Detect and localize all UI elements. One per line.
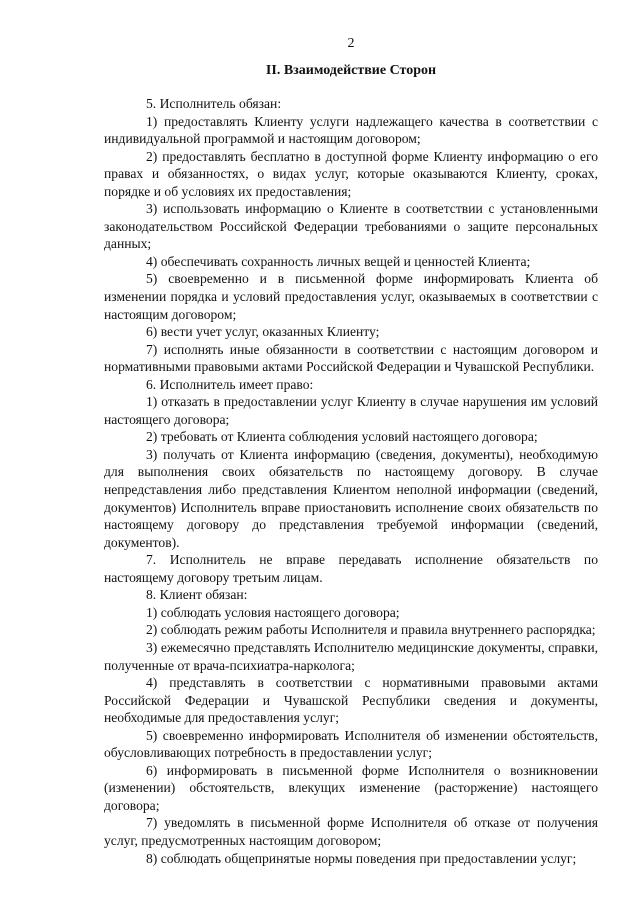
paragraph: 7) исполнять иные обязанности в соответствии с настоящим договором и нормативными правовыми актами Российской Федерации и Чувашской Республики. [104,341,598,375]
paragraph: 3) получать от Клиента информацию (сведения, документы), необходимую для выполнения своих обязательств по настоящему договору. В случае непредставления либо представления Клиентом неполной информации (сведений, документов) Исполнитель вправе приостановить исполнение своих обязательств по настоящему договору до представления требуемой информации (сведений, документов). [104,446,598,550]
paragraph: 1) предоставлять Клиенту услуги надлежащего качества в соответствии с индивидуальной программой и настоящим договором; [104,113,598,147]
section-title: II. Взаимодействие Сторон [265,63,437,78]
paragraph: 2) предоставлять бесплатно в доступной форме Клиенту информацию о его правах и обязанностях, о видах услуг, которые оказываются Клиенту, сроках, порядке и об условиях их предоставления; [104,148,598,199]
paragraph: 5) своевременно информировать Исполнителя об изменении обстоятельств, обусловливающих потребность в предоставлении услуг; [104,727,598,761]
paragraph: 4) обеспечивать сохранность личных вещей и ценностей Клиента; [146,253,531,269]
paragraph: 3) ежемесячно представлять Исполнителю медицинские документы, справки, полученные от врача-психиатра-нарколога; [104,639,598,673]
page-number: 2 [347,36,355,51]
paragraph: 7. Исполнитель не вправе передавать исполнение обязательств по настоящему договору третьим лицам. [104,552,598,585]
paragraph: 5) своевременно и в письменной форме информировать Клиента об изменении порядка и условий предоставления услуг, оказываемых в соответствии с настоящим договором; [104,271,598,322]
paragraph: 8. Клиент обязан: [146,587,248,603]
paragraph: 4) представлять в соответствии с нормативными правовыми актами Российской Федерации и Чувашской Республики сведения и документы, необходимые для предоставления услуг; [104,675,598,726]
paragraph: 8) соблюдать общепринятые нормы поведения при предоставлении услуг; [146,850,577,866]
paragraph: 7) уведомлять в письменной форме Исполнителя об отказе от получения услуг, предусмотренных настоящим договором; [104,815,598,848]
paragraph: 6) информировать в письменной форме Исполнителя о возникновении (изменении) обстоятельств, влекущих изменение (расторжение) настоящего договора; [104,762,598,813]
paragraph: 6) вести учет услуг, оказанных Клиенту; [146,324,380,340]
paragraph: 2) соблюдать режим работы Исполнителя и правила внутреннего распорядка; [146,622,596,638]
paragraph: 3) использовать информацию о Клиенте в соответствии с установленными законодательством Российской Федерации требованиями о защите персональных данных; [104,201,598,252]
paragraph: 6. Исполнитель имеет право: [146,376,314,392]
document-body [104,95,598,867]
paragraph: 1) соблюдать условия настоящего договора; [146,604,400,620]
paragraph: 2) требовать от Клиента соблюдения условий настоящего договора; [146,429,538,445]
paragraph: 5. Исполнитель обязан: [146,96,282,111]
paragraph: 1) отказать в предоставлении услуг Клиенту в случае нарушения им условий настоящего договора; [104,394,598,427]
